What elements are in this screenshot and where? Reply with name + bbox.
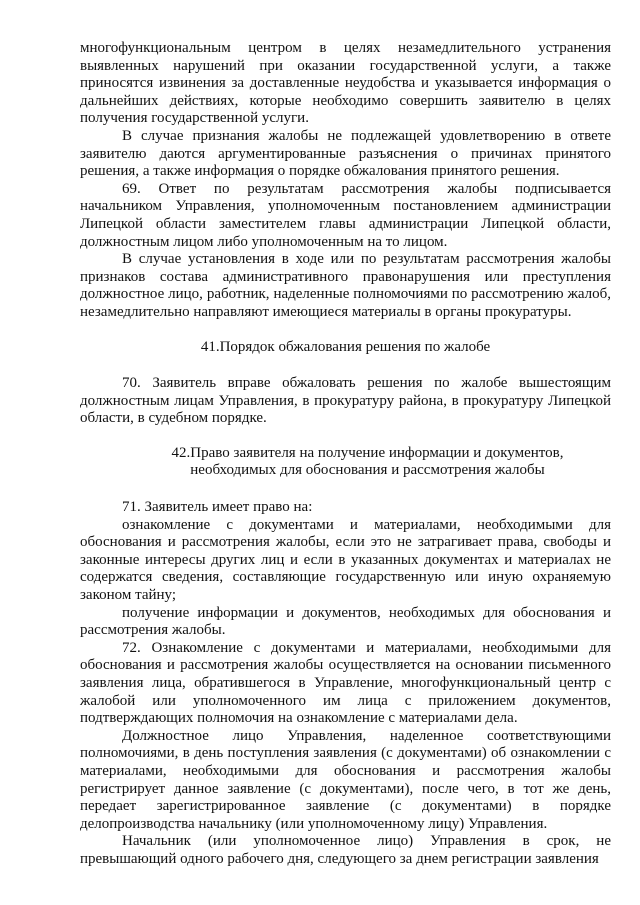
paragraph-72-official: Должностное лицо Управления, наделенное соответствующими полномочиями, в день поступления заявления (с документами) об ознакомлении с материалами, необходимыми для обоснования и рассмотрения жалобы регистрирует данное заявление (с документами), после чего, в тот же день, передает зарегистрированное заявление (с документами) в порядке делопроизводства начальнику (или уполномоченному лицу) Управления. — [80, 727, 611, 832]
paragraph-mfc-continuation: многофункциональным центром в целях незамедлительного устранения выявленных нарушений при оказании государственной услуги, а также приносятся извинения за доставленные неудобства и указывается информация о дальнейших действиях, которые необходимо совершить заявителю в целях получения государственной услуги. — [80, 40, 611, 127]
paragraph-71-information: получение информации и документов, необходимых для обоснования и рассмотрения жалобы. — [80, 604, 611, 639]
document-body — [80, 40, 611, 869]
paragraph-71: 71. Заявитель имеет право на: — [122, 499, 313, 516]
paragraph-72-head: Начальник (или уполномоченное лицо) Управления в срок, не превышающий одного рабочего дня, следующего за днем регистрации заявления — [80, 833, 611, 867]
section-heading-42-line1: 42.Право заявителя на получение информации и документов, — [171, 444, 564, 461]
paragraph-70: 70. Заявитель вправе обжаловать решения по жалобе вышестоящим должностным лицам Управления, в прокуратуру района, в прокуратуру Липецкой области, в судебном порядке. — [80, 375, 611, 427]
paragraph-72: 72. Ознакомление с документами и материалами, необходимыми для обоснования и рассмотрения жалобы осуществляется на основании письменного заявления лица, обратившегося в Управление, многофункциональный центр с жалобой или уполномоченного им лица с приложением документов, подтверждающих полномочия на ознакомление с материалами дела. — [80, 639, 611, 727]
paragraph-offense-case: В случае установления в ходе или по результатам рассмотрения жалобы признаков состава административного правонарушения или преступления должностное лицо, работник, наделенные полномочиями по рассмотрению жалоб, незамедлительно направляют имеющиеся материалы в органы прокуратуры. — [80, 251, 611, 320]
paragraph-69: 69. Ответ по результатам рассмотрения жалобы подписывается начальником Управления, уполномоченным постановлением администрации Липецкой области заместителем главы администрации Липецкой области, должностным лицом либо уполномоченным на то лицом. — [80, 180, 611, 250]
section-heading-41: 41.Порядок обжалования решения по жалобе — [200, 338, 491, 355]
paragraph-rejection-case: В случае признания жалобы не подлежащей удовлетворению в ответе заявителю даются аргументированные разъяснения о причинах принятого решения, а также информация о порядке обжалования принятого решения. — [80, 127, 611, 180]
section-heading-42-line2: необходимых для обоснования и рассмотрения жалобы — [190, 462, 545, 479]
paragraph-71-familiarization: ознакомление с документами и материалами, необходимыми для обоснования и рассмотрения жалобы, если это не затрагивает права, свободы и законные интересы других лиц и если в указанных документах и материалах не содержатся сведения, составляющие государственную или иную охраняемую законом тайну; — [80, 516, 611, 604]
